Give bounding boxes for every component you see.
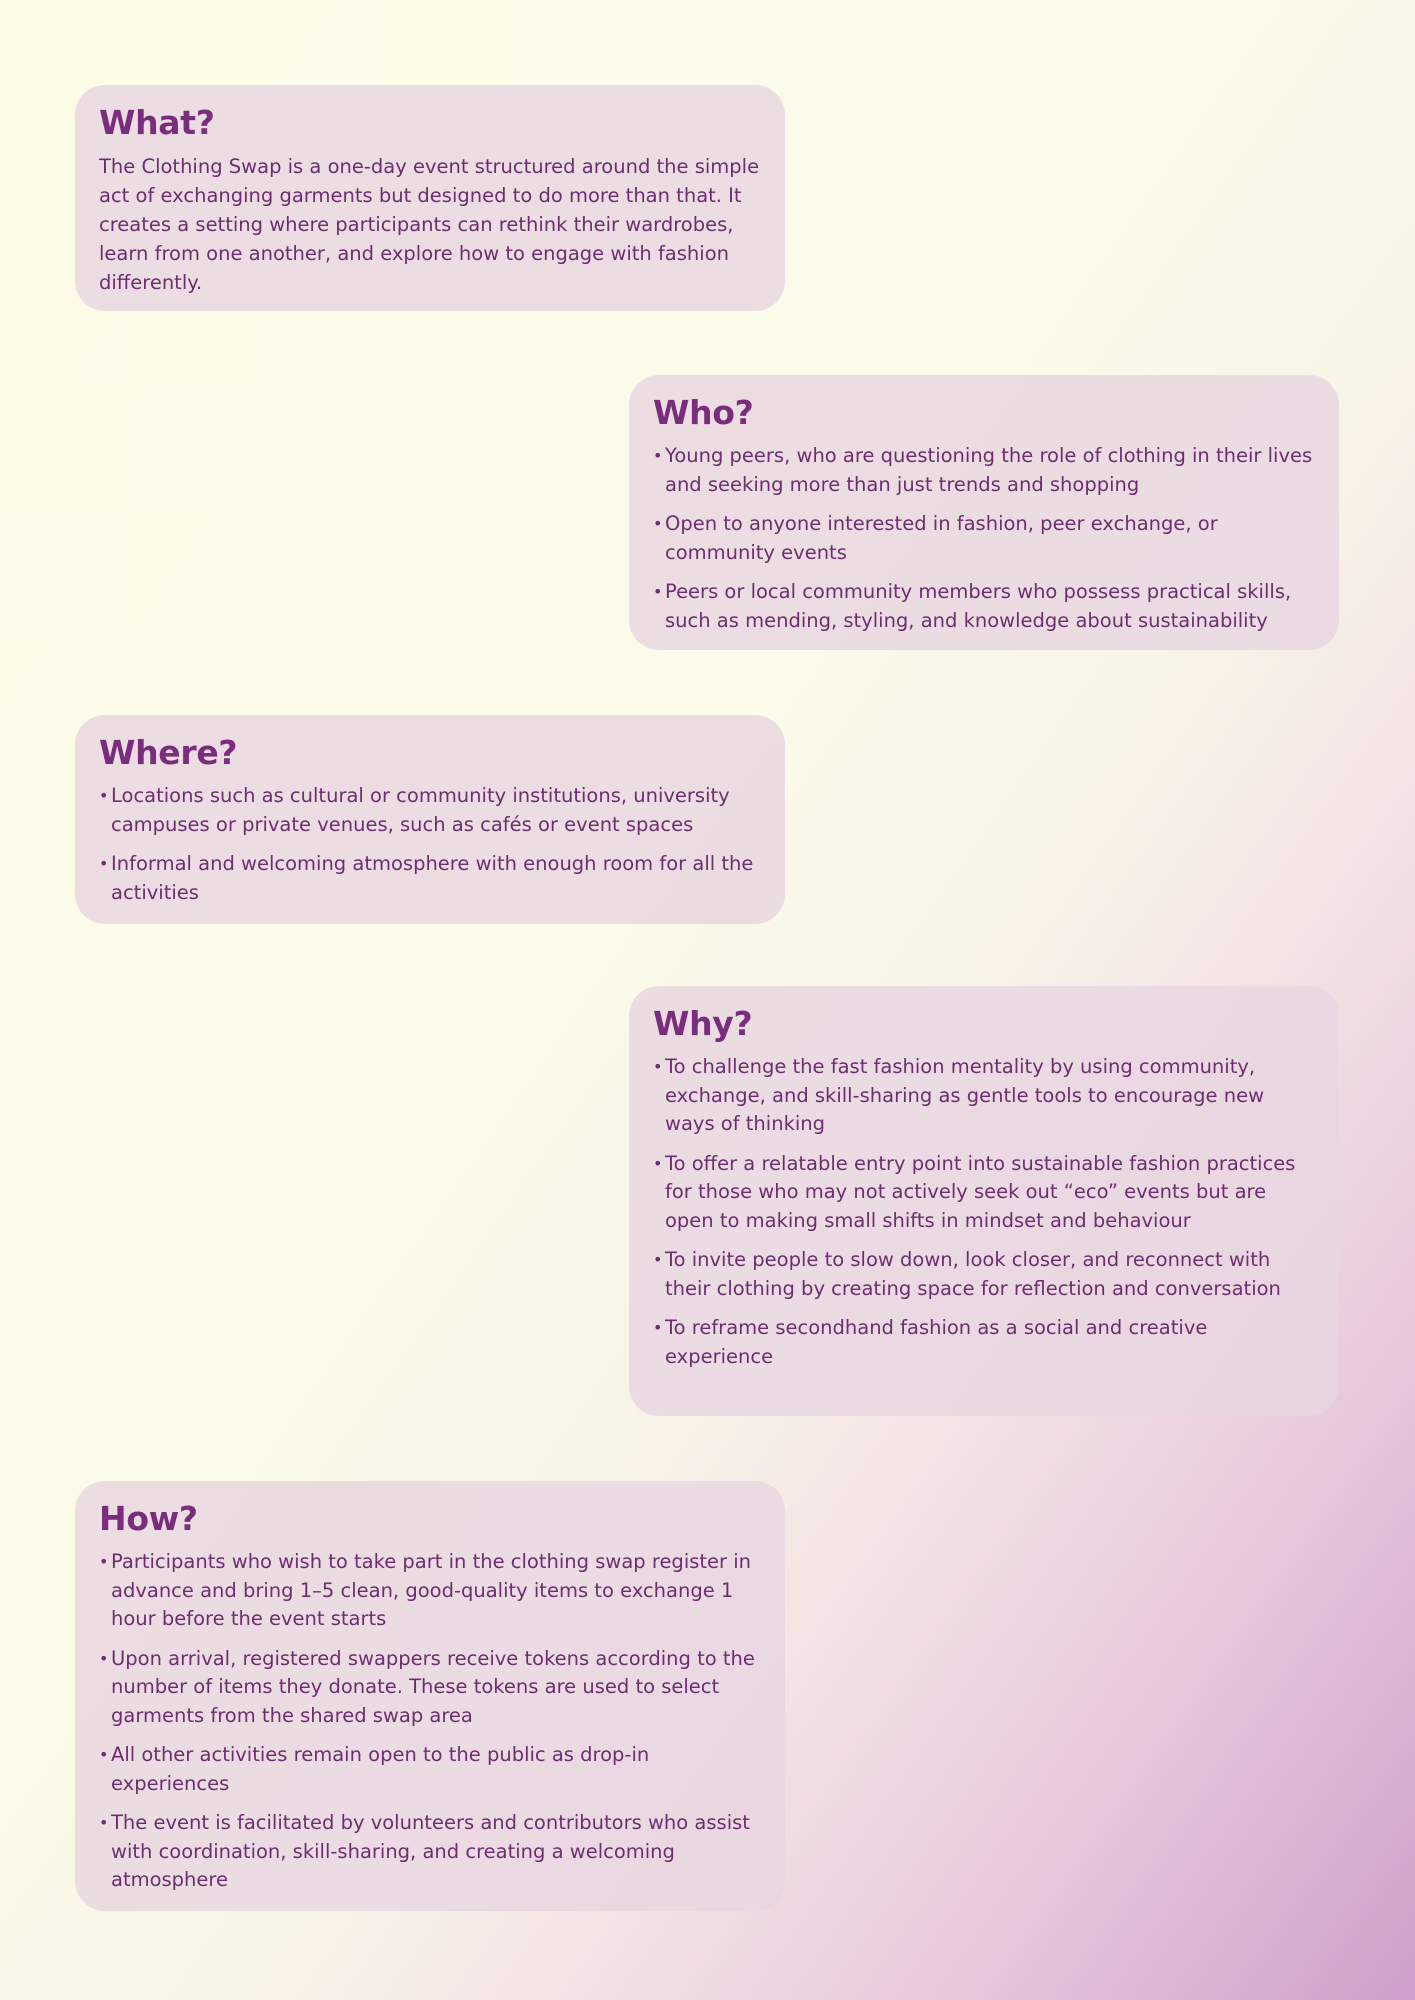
- list-item: [653, 510, 1315, 567]
- list-item-text: The event is facilitated by volunteers and contributors who assist with coordination, skill-sharing, and creating a welcoming atmosphere: [111, 1811, 750, 1891]
- list-item: [99, 782, 761, 839]
- list-item-text: Young peers, who are questioning the role of clothing in their lives and seeking more than just trends and shopping: [665, 444, 1313, 496]
- bullet-icon: •: [99, 786, 109, 805]
- what-text: The Clothing Swap is a one-day event structured around the simple act of exchanging garments but designed to do more than that. It creates a setting where participants can rethink their wardrobes, learn from one another, and explore how to engage with fashion differently.: [99, 155, 760, 294]
- why-heading: Why?: [653, 1004, 753, 1043]
- who-heading: Who?: [653, 393, 754, 432]
- list-item: [653, 442, 1315, 499]
- bullet-icon: •: [99, 1745, 109, 1764]
- why-card: [629, 986, 1339, 1416]
- how-card: [75, 1481, 785, 1911]
- bullet-icon: •: [653, 1318, 663, 1337]
- who-card: [629, 375, 1339, 650]
- bullet-icon: •: [99, 1813, 109, 1832]
- bullet-icon: •: [99, 854, 109, 873]
- list-item: [653, 578, 1315, 635]
- bullet-icon: •: [99, 1552, 109, 1571]
- where-list: [99, 782, 761, 907]
- how-heading: How?: [99, 1499, 198, 1538]
- list-item: [99, 1809, 761, 1895]
- who-list: [653, 442, 1315, 635]
- list-item: [653, 1246, 1315, 1303]
- list-item: [99, 1741, 761, 1798]
- bullet-icon: •: [653, 1250, 663, 1269]
- list-item-text: Locations such as cultural or community institutions, university campuses or private venues, such as cafés or event spaces: [111, 784, 730, 836]
- where-heading: Where?: [99, 733, 238, 772]
- list-item: [653, 1314, 1315, 1371]
- bullet-icon: •: [653, 446, 663, 465]
- list-item-text: Informal and welcoming atmosphere with enough room for all the activities: [111, 852, 754, 904]
- bullet-icon: •: [653, 514, 663, 533]
- list-item: [99, 850, 761, 907]
- list-item-text: To challenge the fast fashion mentality by using community, exchange, and skill-sharing as gentle tools to encourage new ways of thinking: [665, 1055, 1265, 1135]
- list-item: [99, 1645, 761, 1731]
- list-item: [653, 1150, 1315, 1236]
- list-item-text: Peers or local community members who possess practical skills, such as mending, styling, and knowledge about sustainability: [665, 580, 1292, 632]
- bullet-icon: •: [653, 582, 663, 601]
- list-item-text: Upon arrival, registered swappers receive tokens according to the number of items they donate. These tokens are used to select garments from the shared swap area: [111, 1646, 755, 1727]
- what-card: [75, 85, 785, 311]
- list-item-text: To offer a relatable entry point into sustainable fashion practices for those who may not actively seek out “eco” events but are open to making small shifts in mindset and behaviour: [665, 1151, 1296, 1232]
- list-item: [99, 1548, 761, 1634]
- why-list: [653, 1053, 1315, 1371]
- list-item-text: All other activities remain open to the public as drop-in experiences: [111, 1743, 650, 1795]
- list-item: [653, 1053, 1315, 1139]
- bullet-icon: •: [653, 1153, 663, 1173]
- what-heading: What?: [99, 103, 215, 142]
- how-list: [99, 1548, 761, 1895]
- where-card: [75, 715, 785, 924]
- list-item-text: Open to anyone interested in fashion, peer exchange, or community events: [665, 512, 1218, 564]
- list-item-text: Participants who wish to take part in the clothing swap register in advance and bring 1–5 clean, good-quality items to exchange 1 hour before the event starts: [111, 1550, 752, 1630]
- bullet-icon: •: [653, 1057, 663, 1076]
- list-item-text: To reframe secondhand fashion as a social and creative experience: [665, 1316, 1208, 1368]
- list-item-text: To invite people to slow down, look closer, and reconnect with their clothing by creating space for reflection and conversation: [665, 1248, 1281, 1300]
- bullet-icon: •: [99, 1648, 109, 1668]
